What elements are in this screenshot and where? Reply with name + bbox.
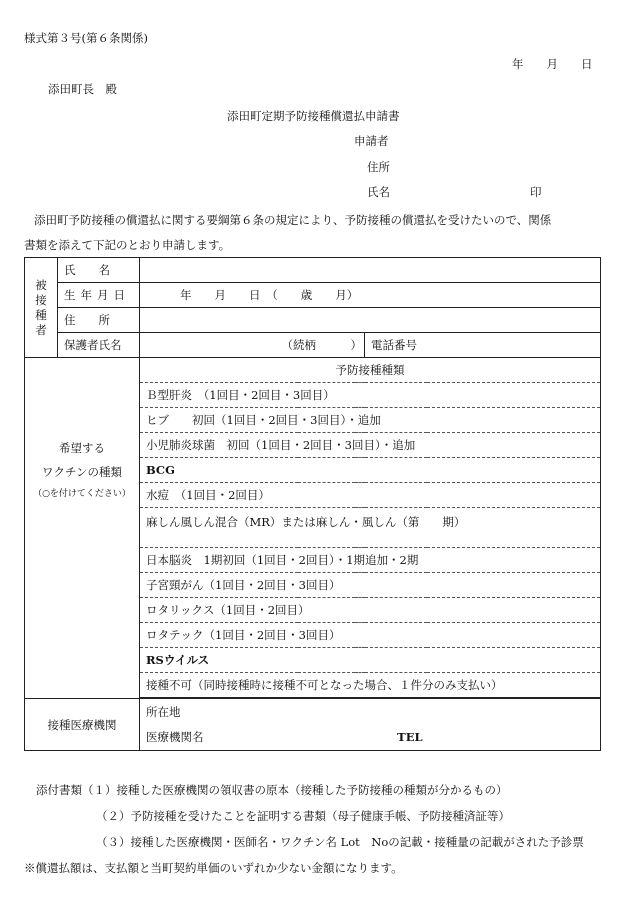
attachment-3: （３）接種した医療機関・医師名・ワクチン名 Lot Noの記載・接種量の記載がされた予診票 (96, 835, 584, 849)
attachment-2: （２）予防接種を受けたことを証明する書類（母子健康手帳、予防接種済証等） (96, 809, 510, 823)
patient-address-field[interactable] (140, 308, 601, 333)
page-title: 添田町定期予防接種償還払申請書 (227, 109, 400, 123)
applicant-name-label: 氏名 (367, 185, 390, 199)
vaccine-option-rotarix[interactable]: ロタリックス（1回目・2回目） (140, 598, 601, 623)
vaccine-label-line2: ワクチンの種類 (42, 465, 122, 479)
vaccine-type-header: 予防接種種類 (140, 358, 601, 383)
applicant-address-label: 住所 (367, 160, 390, 174)
vaccine-section-label (25, 358, 140, 699)
form-number: 様式第３号(第６条関係) (24, 31, 148, 45)
clinic-location-field[interactable]: 所在地 (140, 699, 601, 725)
vaccine-option-hib[interactable]: ヒブ 初回（1回目・2回目・3回目）・追加 (140, 408, 601, 433)
applicant-label: 申請者 (354, 134, 389, 148)
patient-dob-row (25, 283, 601, 308)
guardian-name-field[interactable]: （続柄 ） (140, 333, 365, 358)
vaccine-option-hepb[interactable]: Ｂ型肝炎 （1回目・2回目・3回目） (140, 383, 601, 408)
clinic-location-row (25, 699, 601, 725)
application-form-table (24, 257, 601, 751)
patient-address-label: 住 所 (58, 308, 140, 333)
patient-name-row (25, 258, 601, 283)
clinic-name-label: 医療機関名 (146, 730, 204, 745)
patient-name-label: 氏 名 (58, 258, 140, 283)
vaccine-option-rotateq[interactable]: ロタテック（1回目・2回目・3回目） (140, 623, 601, 648)
phone-label: 電話番号 (365, 333, 601, 358)
attachment-1: 添付書類（１）接種した医療機関の領収書の原本（接種した予防接種の種類が分かるもの） (36, 783, 508, 797)
date-line: 年 月 日 (512, 57, 593, 71)
patient-address-row (25, 308, 601, 333)
vaccine-option-rsv[interactable]: RSウイルス (140, 648, 601, 673)
patient-group-label: 被接種者 (25, 258, 58, 358)
patient-name-field[interactable] (140, 258, 601, 283)
patient-dob-field[interactable]: 年 月 日 （ 歳 月） (140, 283, 601, 308)
body-text-line1: 添田町予防接種の償還払に関する要綱第６条の規定により、予防接種の償還払を受けたいので、関係 (34, 213, 552, 227)
vaccine-option-not-administrable[interactable]: 接種不可（同時接種時に接種不可となった場合、１件分のみ支払い） (140, 673, 601, 698)
addressee: 添田町長 殿 (48, 82, 117, 96)
vaccine-option-hpv[interactable]: 子宮頸がん（1回目・2回目・3回目） (140, 573, 601, 598)
seal-mark: 印 (530, 185, 542, 199)
body-text-line2: 書類を添えて下記のとおり申請します。 (24, 238, 231, 252)
clinic-tel-label: TEL (397, 730, 423, 745)
vaccine-option-pneumococcal[interactable]: 小児肺炎球菌 初回（1回目・2回目・3回目）・追加 (140, 433, 601, 458)
patient-dob-label: 生年月日 (58, 283, 140, 308)
vaccine-option-japanese-encephalitis[interactable]: 日本脳炎 1期初回（1回目・2回目）・1期追加・2期 (140, 548, 601, 573)
guardian-label: 保護者氏名 (58, 333, 140, 358)
vaccine-option-bcg[interactable]: BCG (140, 458, 601, 483)
vaccine-header-row (25, 358, 601, 383)
clinic-label: 接種医療機関 (25, 699, 140, 751)
vaccine-label-line1: 希望する (59, 441, 105, 455)
reimbursement-note: ※償還払額は、支払額と当町契約単価のいずれか少ない金額になります。 (24, 861, 403, 875)
guardian-row (25, 333, 601, 358)
vaccine-option-mr[interactable]: 麻しん風しん混合（MR）または麻しん・風しん（第 期） (140, 508, 601, 548)
clinic-name-field[interactable] (140, 725, 601, 751)
vaccine-label-note: （○を付けてください） (33, 489, 131, 499)
vaccine-option-varicella[interactable]: 水痘 （1回目・2回目） (140, 483, 601, 508)
